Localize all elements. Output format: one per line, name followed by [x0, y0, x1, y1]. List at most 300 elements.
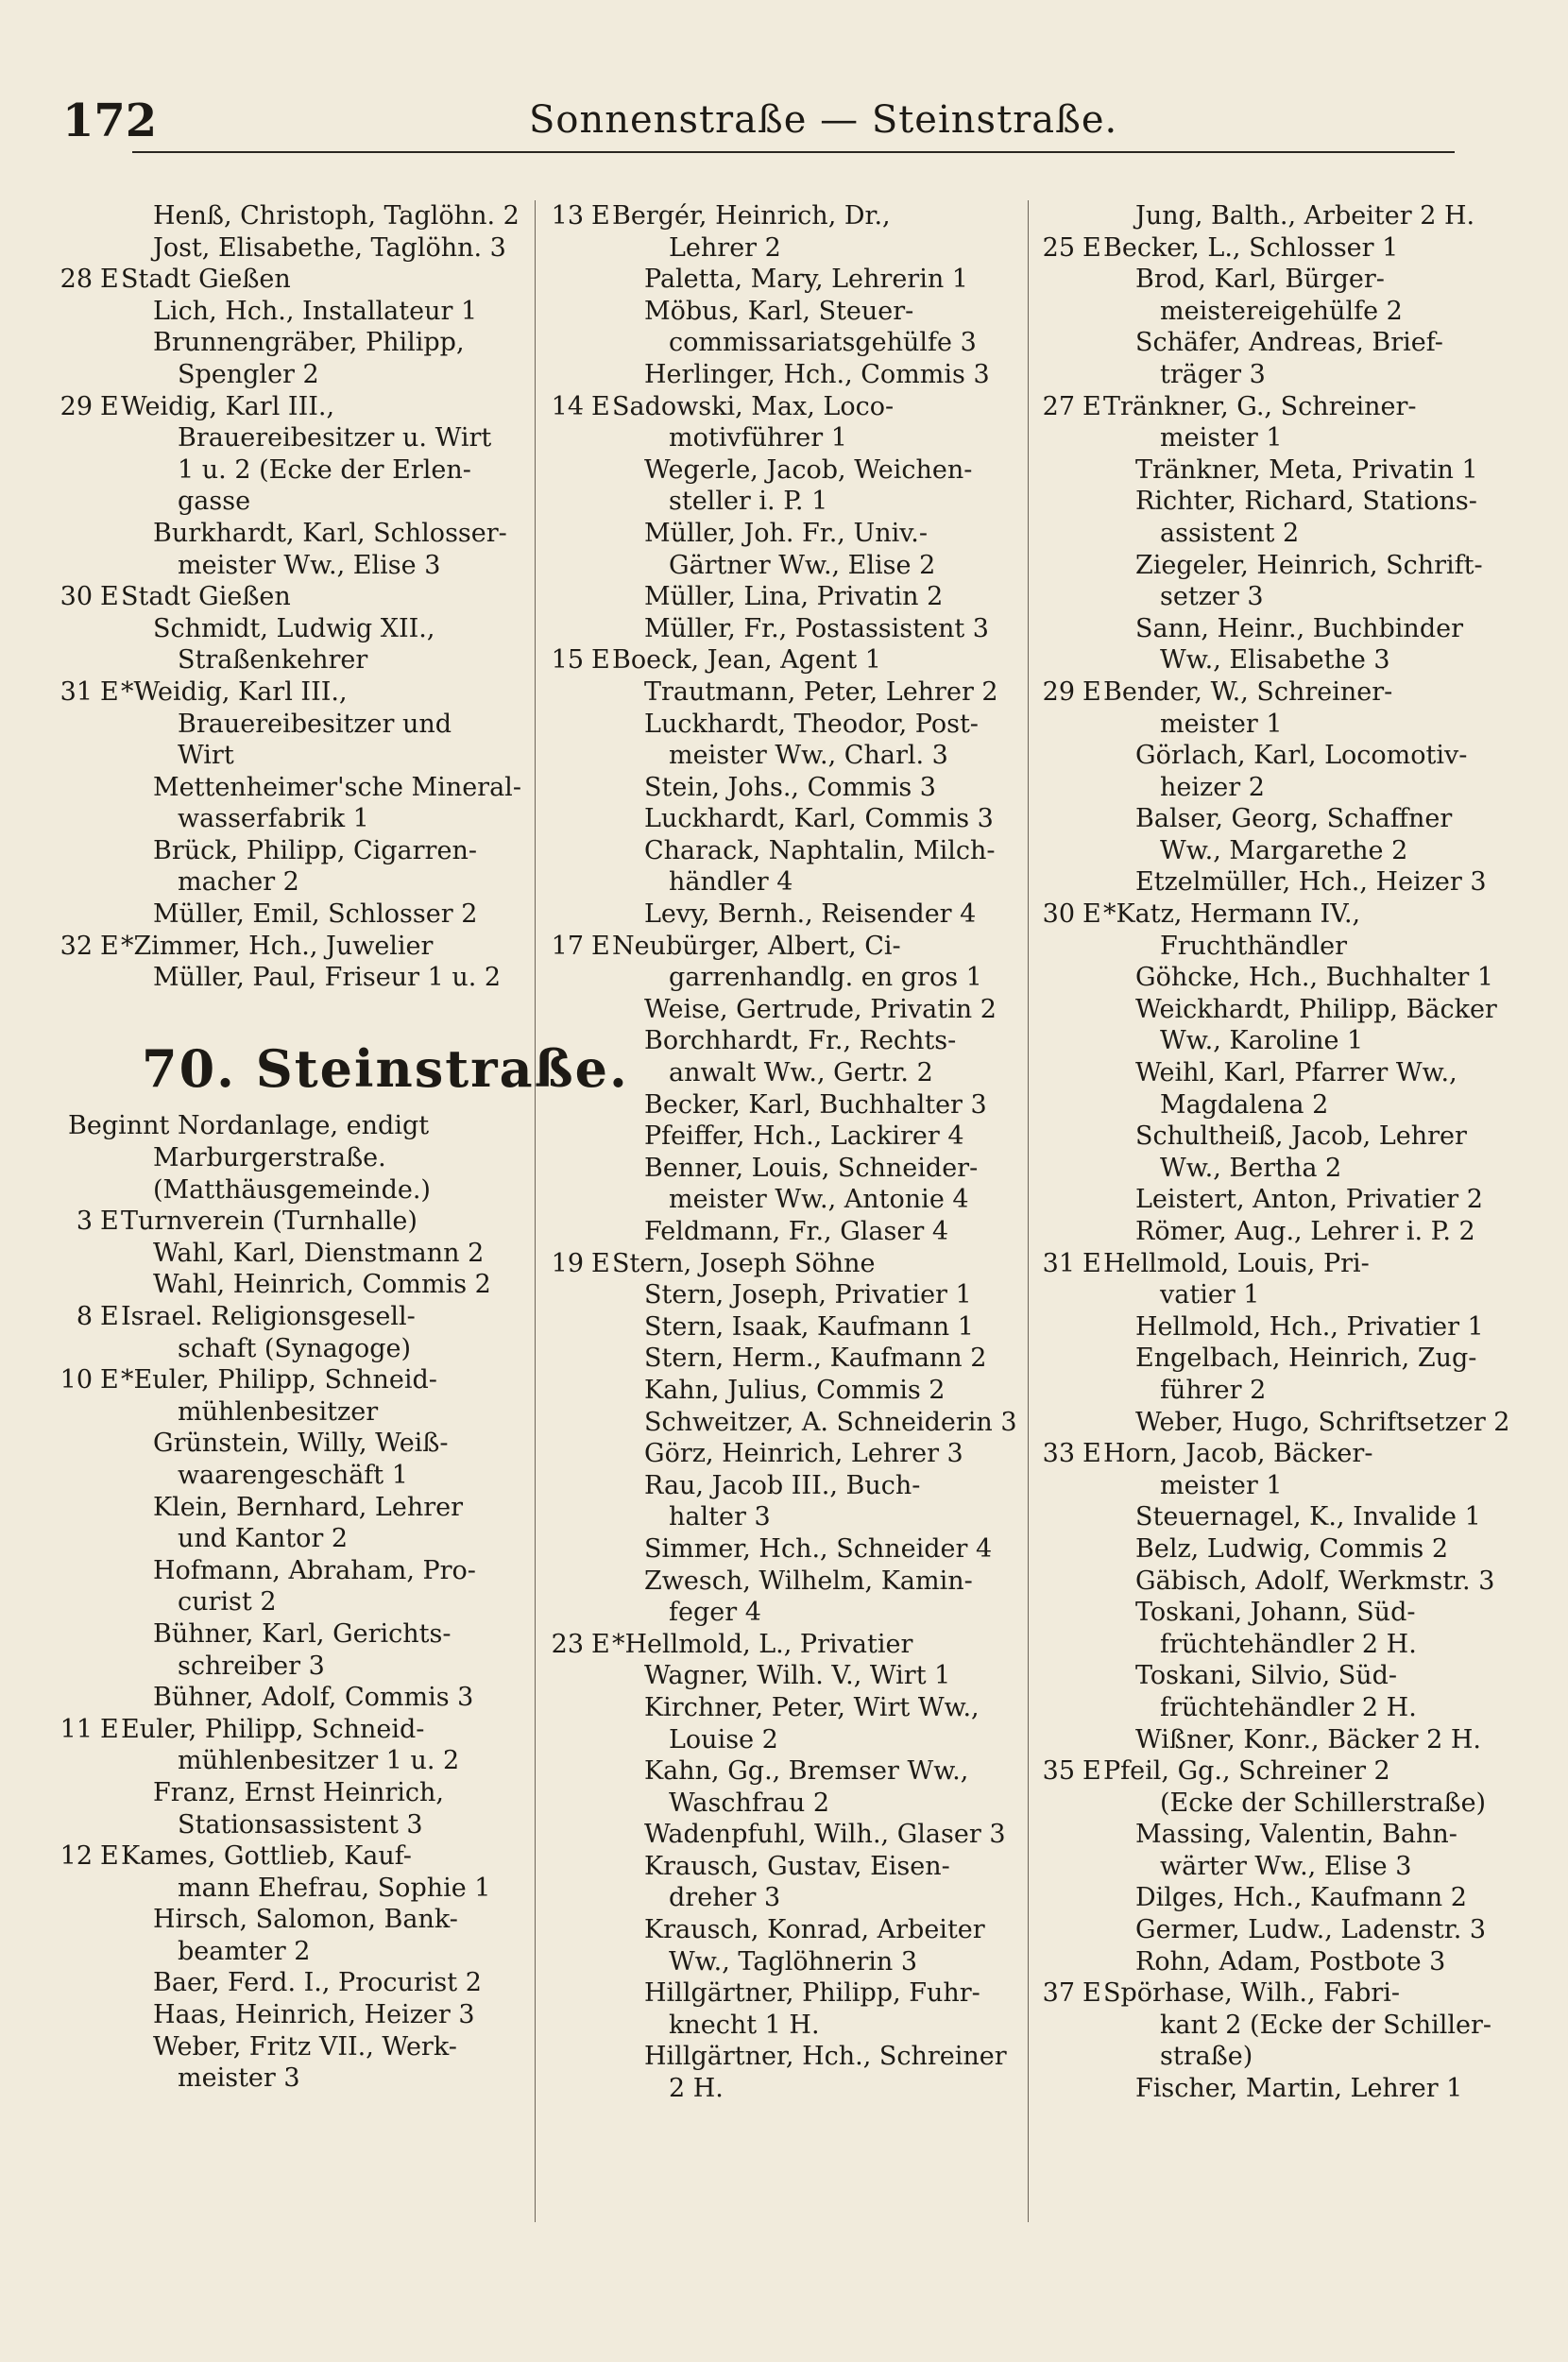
directory-line — [548, 866, 1030, 899]
entry-text: Waschfrau 2 — [669, 1788, 830, 1818]
directory-line — [1039, 1566, 1521, 1598]
page-number: 172 — [62, 94, 158, 147]
entry-text: Paletta, Mary, Lehrerin 1 — [644, 265, 968, 295]
entry-text: Benner, Louis, Schneider- — [644, 1153, 979, 1183]
entry-text: Hellmold, Hch., Privatier 1 — [1135, 1311, 1484, 1342]
directory-line — [57, 962, 538, 994]
entry-text: Bühner, Adolf, Commis 3 — [153, 1683, 474, 1713]
directory-line — [548, 1692, 1030, 1724]
entry-text: früchtehändler 2 H. — [1160, 1629, 1417, 1659]
entry-text: Baer, Ferd. I., Procurist 2 — [153, 1968, 482, 1998]
entry-type: E — [591, 1629, 610, 1659]
entry-text: motivführer 1 — [669, 423, 847, 454]
directory-line — [57, 1428, 538, 1460]
directory-line — [1039, 931, 1521, 963]
entry-text: dreher 3 — [669, 1883, 781, 1913]
entry-type: E — [100, 1365, 119, 1395]
entry-text: Ww., Elisabethe 3 — [1160, 645, 1390, 676]
entry-text: früchtehändler 2 H. — [1160, 1692, 1417, 1722]
directory-line — [1039, 1248, 1521, 1280]
directory-line — [1039, 835, 1521, 867]
page-header — [0, 0, 1568, 161]
entry-text: meister 1 — [1160, 423, 1283, 454]
entry-text: Becker, Karl, Buchhalter 3 — [644, 1089, 987, 1120]
directory-line — [548, 1279, 1030, 1311]
entry-text: Römer, Aug., Lehrer i. P. 2 — [1135, 1217, 1475, 1246]
directory-line — [57, 1904, 538, 1936]
directory-line — [548, 422, 1030, 454]
entry-text: Becker, L., Schlosser 1 — [1103, 232, 1399, 263]
entry-text: Hillgärtner, Hch., Schreiner — [644, 2042, 1007, 2072]
directory-line — [1039, 1629, 1521, 1661]
entry-text: setzer 3 — [1160, 582, 1264, 612]
directory-line — [57, 1555, 538, 1587]
entry-text: führer 2 — [1160, 1375, 1267, 1405]
directory-line — [57, 1492, 538, 1524]
house-number: 35 — [1042, 1756, 1075, 1787]
directory-line — [1039, 1851, 1521, 1883]
directory-line — [1039, 327, 1521, 359]
entry-text: macher 2 — [178, 867, 299, 898]
entry-text: garrenhandlg. en gros 1 — [669, 963, 982, 993]
entry-type: E — [1082, 676, 1101, 707]
house-number: 32 — [60, 931, 93, 961]
directory-line — [57, 866, 538, 899]
entry-text: Burkhardt, Karl, Schlosser- — [153, 518, 507, 548]
entry-type: E — [1082, 232, 1101, 263]
directory-line — [548, 2073, 1030, 2105]
entry-text: kant 2 (Ecke der Schiller- — [1160, 2010, 1491, 2040]
house-number: 14 — [551, 391, 584, 421]
entry-text: heizer 2 — [1160, 772, 1265, 802]
entry-text: Wahl, Heinrich, Commis 2 — [153, 1270, 491, 1300]
directory-line — [57, 2031, 538, 2063]
directory-line — [548, 1248, 1030, 1280]
directory-line — [57, 1523, 538, 1555]
house-number: 28 — [60, 265, 93, 295]
entry-text: Wegerle, Jacob, Weichen- — [644, 454, 973, 485]
directory-line — [1039, 1882, 1521, 1914]
entry-text: Ww., Karoline 1 — [1160, 1026, 1364, 1056]
directory-line — [548, 1025, 1030, 1057]
entry-type: E — [1082, 1248, 1101, 1278]
directory-line — [548, 359, 1030, 391]
entry-text: Göhcke, Hch., Buchhalter 1 — [1135, 963, 1494, 993]
entry-text: beamter 2 — [178, 1936, 311, 1966]
directory-line — [57, 899, 538, 931]
entry-text: assistent 2 — [1160, 518, 1300, 548]
directory-line — [548, 1724, 1030, 1756]
directory-line — [1039, 866, 1521, 899]
directory-line — [1039, 1597, 1521, 1629]
entry-text: Dilges, Hch., Kaufmann 2 — [1135, 1883, 1467, 1913]
entry-text: Kahn, Julius, Commis 2 — [644, 1375, 946, 1405]
entry-text: Brück, Philipp, Cigarren- — [153, 835, 477, 865]
entry-text: Müller, Paul, Friseur 1 u. 2 — [153, 963, 502, 993]
entry-text: Lehrer 2 — [669, 232, 781, 263]
directory-line — [57, 1269, 538, 1301]
directory-line — [1039, 1533, 1521, 1566]
entry-text: (Matthäusgemeinde.) — [153, 1174, 431, 1205]
entry-type: E — [100, 676, 119, 707]
directory-line — [57, 1110, 538, 1142]
directory-line — [57, 931, 538, 963]
directory-line — [57, 1745, 538, 1777]
directory-line — [1039, 1121, 1521, 1153]
entry-text: Pfeiffer, Hch., Lackirer 4 — [644, 1121, 964, 1152]
entry-text: und Kantor 2 — [178, 1524, 349, 1554]
directory-line — [57, 232, 538, 265]
entry-text: Stadt Gießen — [121, 265, 291, 295]
entry-text: Grünstein, Willy, Weiß- — [153, 1429, 449, 1459]
directory-line — [548, 1629, 1030, 1661]
entry-text: Marburgerstraße. — [153, 1143, 386, 1173]
directory-line — [548, 550, 1030, 582]
directory-line — [548, 2010, 1030, 2042]
directory-line — [548, 1914, 1030, 1946]
entry-text: wärter Ww., Elise 3 — [1160, 1851, 1412, 1881]
entry-text: *Hellmold, L., Privatier — [612, 1629, 913, 1659]
entry-text: Richter, Richard, Stations- — [1135, 487, 1477, 517]
entry-text: Stadt Gießen — [121, 582, 291, 612]
directory-line — [57, 1238, 538, 1270]
entry-text: Schäfer, Andreas, Brief- — [1135, 328, 1443, 358]
directory-line — [1039, 1946, 1521, 1978]
directory-line — [1039, 1025, 1521, 1057]
directory-line — [57, 486, 538, 518]
entry-text: Müller, Fr., Postassistent 3 — [644, 613, 989, 643]
directory-line — [548, 899, 1030, 931]
entry-text: Kahn, Gg., Bremser Ww., — [644, 1756, 969, 1787]
entry-text: Weber, Hugo, Schriftsetzer 2 — [1135, 1407, 1510, 1437]
directory-line — [57, 264, 538, 296]
running-head: Sonnenstraße — Steinstraße. — [529, 98, 1118, 142]
directory-line — [57, 709, 538, 741]
directory-line — [57, 359, 538, 391]
directory-line — [1039, 1089, 1521, 1121]
house-number: 33 — [1042, 1439, 1075, 1469]
entry-text: wasserfabrik 1 — [178, 804, 369, 834]
entry-text: Herlinger, Hch., Commis 3 — [644, 359, 990, 389]
directory-line — [1039, 1216, 1521, 1248]
house-number: 37 — [1042, 1978, 1075, 2009]
entry-text: Jung, Balth., Arbeiter 2 H. — [1135, 201, 1475, 231]
entry-text: Sadowski, Max, Loco- — [612, 391, 895, 421]
house-number: 23 — [551, 1629, 584, 1659]
directory-line — [57, 994, 538, 1026]
directory-line — [1039, 2041, 1521, 2073]
entry-text: Straßenkehrer — [178, 645, 368, 676]
directory-line — [1039, 1819, 1521, 1851]
directory-line — [548, 1660, 1030, 1692]
directory-line — [548, 1566, 1030, 1598]
directory-line — [1039, 264, 1521, 296]
entry-type: E — [100, 1207, 119, 1237]
entry-text: Luckhardt, Karl, Commis 3 — [644, 804, 994, 834]
entry-text: (Ecke der Schillerstraße) — [1160, 1788, 1487, 1818]
section-heading — [57, 1025, 629, 1110]
entry-text: Magdalena 2 — [1160, 1089, 1329, 1120]
directory-line — [57, 518, 538, 550]
directory-line — [57, 1460, 538, 1492]
entry-text: Ww., Margarethe 2 — [1160, 835, 1408, 865]
directory-line — [1039, 550, 1521, 582]
directory-line — [548, 296, 1030, 328]
entry-text: knecht 1 H. — [669, 2010, 820, 2040]
directory-line — [57, 676, 538, 709]
entry-text: curist 2 — [178, 1587, 277, 1617]
house-number: 29 — [60, 391, 93, 421]
directory-line — [548, 1882, 1030, 1914]
entry-text: Etzelmüller, Hch., Heizer 3 — [1135, 867, 1487, 898]
house-number: 31 — [60, 676, 93, 707]
directory-line — [57, 1333, 538, 1365]
house-number: 30 — [60, 582, 93, 612]
entry-text: Bergér, Heinrich, Dr., — [612, 201, 891, 231]
entry-text: Stein, Johs., Commis 3 — [644, 772, 936, 802]
directory-line — [1039, 1279, 1521, 1311]
directory-line — [548, 581, 1030, 613]
entry-text: Zwesch, Wilhelm, Kamin- — [644, 1566, 973, 1596]
house-number: 31 — [1042, 1248, 1075, 1278]
entry-text: meistereigehülfe 2 — [1160, 296, 1403, 326]
directory-line — [548, 1089, 1030, 1121]
directory-line — [57, 1142, 538, 1174]
directory-line — [548, 200, 1030, 232]
directory-line — [57, 1873, 538, 1905]
directory-line — [1039, 613, 1521, 645]
entry-text: Kirchner, Peter, Wirt Ww., — [644, 1692, 980, 1722]
column-middle — [548, 200, 1030, 2105]
entry-text: Luckhardt, Theodor, Post- — [644, 709, 979, 739]
entry-text: Franz, Ernst Heinrich, — [153, 1777, 444, 1807]
directory-line — [548, 1851, 1030, 1883]
entry-text: Schweitzer, A. Schneiderin 3 — [644, 1407, 1017, 1437]
directory-line — [548, 1057, 1030, 1089]
directory-line — [1039, 740, 1521, 772]
directory-line — [548, 1184, 1030, 1216]
entry-text: Brauereibesitzer u. Wirt — [178, 423, 492, 454]
directory-line — [1039, 1438, 1521, 1470]
entry-type: E — [1082, 391, 1101, 421]
directory-line — [548, 931, 1030, 963]
entry-type: E — [100, 391, 119, 421]
directory-line — [57, 1651, 538, 1683]
directory-line — [548, 1121, 1030, 1153]
directory-line — [548, 1819, 1030, 1851]
directory-line — [57, 1586, 538, 1618]
entry-text: Stern, Joseph, Privatier 1 — [644, 1280, 972, 1310]
entry-text: Charack, Naphtalin, Milch- — [644, 835, 996, 865]
house-number: 11 — [60, 1714, 93, 1744]
directory-line — [1039, 1692, 1521, 1724]
directory-line — [1039, 1153, 1521, 1185]
entry-type: E — [100, 1841, 119, 1872]
header-rule — [132, 151, 1455, 153]
directory-line — [548, 1470, 1030, 1502]
directory-line — [1039, 296, 1521, 328]
directory-line — [57, 740, 538, 772]
directory-line — [548, 1977, 1030, 2010]
directory-line — [57, 1809, 538, 1841]
entry-text: Görz, Heinrich, Lehrer 3 — [644, 1439, 963, 1469]
directory-line — [548, 327, 1030, 359]
entry-text: Feldmann, Fr., Glaser 4 — [644, 1217, 949, 1246]
directory-line — [548, 1153, 1030, 1185]
entry-text: vatier 1 — [1160, 1280, 1260, 1310]
entry-text: gasse — [178, 487, 251, 517]
entry-text: Trautmann, Peter, Lehrer 2 — [644, 676, 998, 707]
entry-text: Wahl, Karl, Dienstmann 2 — [153, 1238, 485, 1268]
directory-line — [548, 1788, 1030, 1820]
directory-line — [548, 518, 1030, 550]
directory-line — [1039, 2073, 1521, 2105]
entry-type: E — [100, 582, 119, 612]
directory-line — [1039, 1343, 1521, 1375]
entry-text: Levy, Bernh., Reisender 4 — [644, 899, 977, 930]
section-title: 70. Steinstraße. — [142, 1038, 629, 1100]
entry-text: steller i. P. 1 — [669, 487, 828, 517]
directory-line — [548, 835, 1030, 867]
entry-text: Leistert, Anton, Privatier 2 — [1135, 1185, 1483, 1215]
entry-text: *Katz, Hermann IV., — [1103, 899, 1361, 930]
directory-line — [57, 1682, 538, 1714]
entry-text: meister Ww., Antonie 4 — [669, 1185, 969, 1215]
entry-text: Henß, Christoph, Taglöhn. 2 — [153, 201, 520, 231]
directory-line — [57, 803, 538, 835]
entry-type: E — [1082, 1439, 1101, 1469]
directory-line — [1039, 232, 1521, 265]
directory-line — [548, 644, 1030, 676]
entry-text: Massing, Valentin, Bahn- — [1135, 1820, 1457, 1850]
entry-text: Rau, Jacob III., Buch- — [644, 1470, 921, 1500]
entry-text: Engelbach, Heinrich, Zug- — [1135, 1344, 1477, 1374]
entry-text: Schmidt, Ludwig XII., — [153, 613, 435, 643]
entry-text: Euler, Philipp, Schneid- — [121, 1714, 425, 1744]
directory-line — [1039, 1407, 1521, 1439]
entry-text: Rohn, Adam, Postbote 3 — [1135, 1946, 1446, 1977]
directory-line — [1039, 2010, 1521, 2042]
directory-line — [1039, 518, 1521, 550]
column-right — [1039, 200, 1521, 2105]
entry-type: E — [1082, 899, 1101, 930]
entry-type: E — [100, 1714, 119, 1744]
entry-text: händler 4 — [669, 867, 793, 898]
house-number: 30 — [1042, 899, 1075, 930]
entry-text: Horn, Jacob, Bäcker- — [1103, 1439, 1373, 1469]
entry-text: waarengeschäft 1 — [178, 1460, 408, 1490]
directory-line — [548, 1311, 1030, 1344]
directory-line — [1039, 772, 1521, 804]
directory-line — [548, 962, 1030, 994]
entry-text: Spörhase, Wilh., Fabri- — [1103, 1978, 1401, 2009]
directory-line — [1039, 422, 1521, 454]
directory-line — [1039, 581, 1521, 613]
entry-text: schreiber 3 — [178, 1651, 325, 1681]
directory-line — [548, 1597, 1030, 1629]
directory-line — [1039, 1375, 1521, 1407]
entry-text: Brunnengräber, Philipp, — [153, 328, 465, 358]
directory-line — [548, 391, 1030, 423]
entry-text: anwalt Ww., Gertr. 2 — [669, 1058, 933, 1088]
entry-text: Klein, Bernhard, Lehrer — [153, 1492, 464, 1522]
entry-text: Görlach, Karl, Locomotiv- — [1135, 741, 1468, 771]
directory-line — [1039, 200, 1521, 232]
entry-text: mühlenbesitzer 1 u. 2 — [178, 1746, 460, 1776]
house-number: 19 — [551, 1248, 584, 1278]
house-number: 8 — [76, 1302, 93, 1331]
directory-line — [1039, 1057, 1521, 1089]
entry-text: feger 4 — [669, 1598, 761, 1628]
entry-text: Louise 2 — [669, 1724, 778, 1754]
directory-line — [57, 327, 538, 359]
entry-text: Bender, W., Schreiner- — [1103, 676, 1393, 707]
entry-type: E — [591, 645, 610, 676]
directory-line — [1039, 676, 1521, 709]
directory-line — [548, 486, 1030, 518]
entry-text: Hillgärtner, Philipp, Fuhr- — [644, 1978, 980, 2009]
entry-text: schaft (Synagoge) — [178, 1333, 411, 1363]
directory-line — [548, 994, 1030, 1026]
entry-text: Müller, Joh. Fr., Univ.- — [644, 518, 928, 548]
entry-text: straße) — [1160, 2042, 1253, 2072]
directory-line — [57, 200, 538, 232]
entry-text: Sann, Heinr., Buchbinder — [1135, 613, 1463, 643]
entry-text: Tränkner, Meta, Privatin 1 — [1135, 454, 1478, 485]
entry-text: Belz, Ludwig, Commis 2 — [1135, 1533, 1449, 1564]
entry-text: *Euler, Philipp, Schneid- — [121, 1365, 437, 1395]
entry-text: Wirt — [178, 741, 234, 771]
house-number: 13 — [551, 201, 584, 231]
entry-text: Bühner, Karl, Gerichts- — [153, 1618, 452, 1649]
entry-text: Ww., Taglöhnerin 3 — [669, 1946, 918, 1977]
entry-text: Jost, Elisabethe, Taglöhn. 3 — [153, 232, 506, 263]
entry-text: Gäbisch, Adolf, Werkmstr. 3 — [1135, 1566, 1495, 1596]
entry-type: E — [100, 931, 119, 961]
directory-line — [57, 2062, 538, 2095]
entry-text: meister 1 — [1160, 709, 1283, 739]
directory-line — [57, 1936, 538, 1968]
directory-line — [1039, 803, 1521, 835]
entry-text: Stationsassistent 3 — [178, 1809, 423, 1840]
directory-line — [57, 613, 538, 645]
entry-type: E — [100, 1302, 119, 1331]
entry-text: Weise, Gertrude, Privatin 2 — [644, 994, 997, 1024]
entry-type: E — [591, 391, 610, 421]
directory-line — [57, 1777, 538, 1809]
entry-text: Wadenpfuhl, Wilh., Glaser 3 — [644, 1820, 1006, 1850]
entry-text: Möbus, Karl, Steuer- — [644, 296, 914, 326]
entry-text: träger 3 — [1160, 359, 1266, 389]
directory-line — [548, 1343, 1030, 1375]
directory-line — [1039, 1311, 1521, 1344]
entry-text: Müller, Emil, Schlosser 2 — [153, 899, 478, 930]
directory-line — [1039, 1660, 1521, 1692]
entry-text: Fischer, Martin, Lehrer 1 — [1135, 2074, 1463, 2104]
directory-line — [1039, 962, 1521, 994]
directory-line — [1039, 1470, 1521, 1502]
house-number: 17 — [551, 931, 584, 961]
entry-text: Krausch, Gustav, Eisen- — [644, 1851, 950, 1881]
directory-line — [57, 772, 538, 804]
entry-type: E — [591, 201, 610, 231]
entry-text: 1 u. 2 (Ecke der Erlen- — [178, 454, 471, 485]
entry-type: E — [1082, 1978, 1101, 2009]
directory-line — [57, 550, 538, 582]
directory-line — [1039, 1914, 1521, 1946]
directory-line — [1039, 486, 1521, 518]
directory-line — [1039, 1977, 1521, 2010]
